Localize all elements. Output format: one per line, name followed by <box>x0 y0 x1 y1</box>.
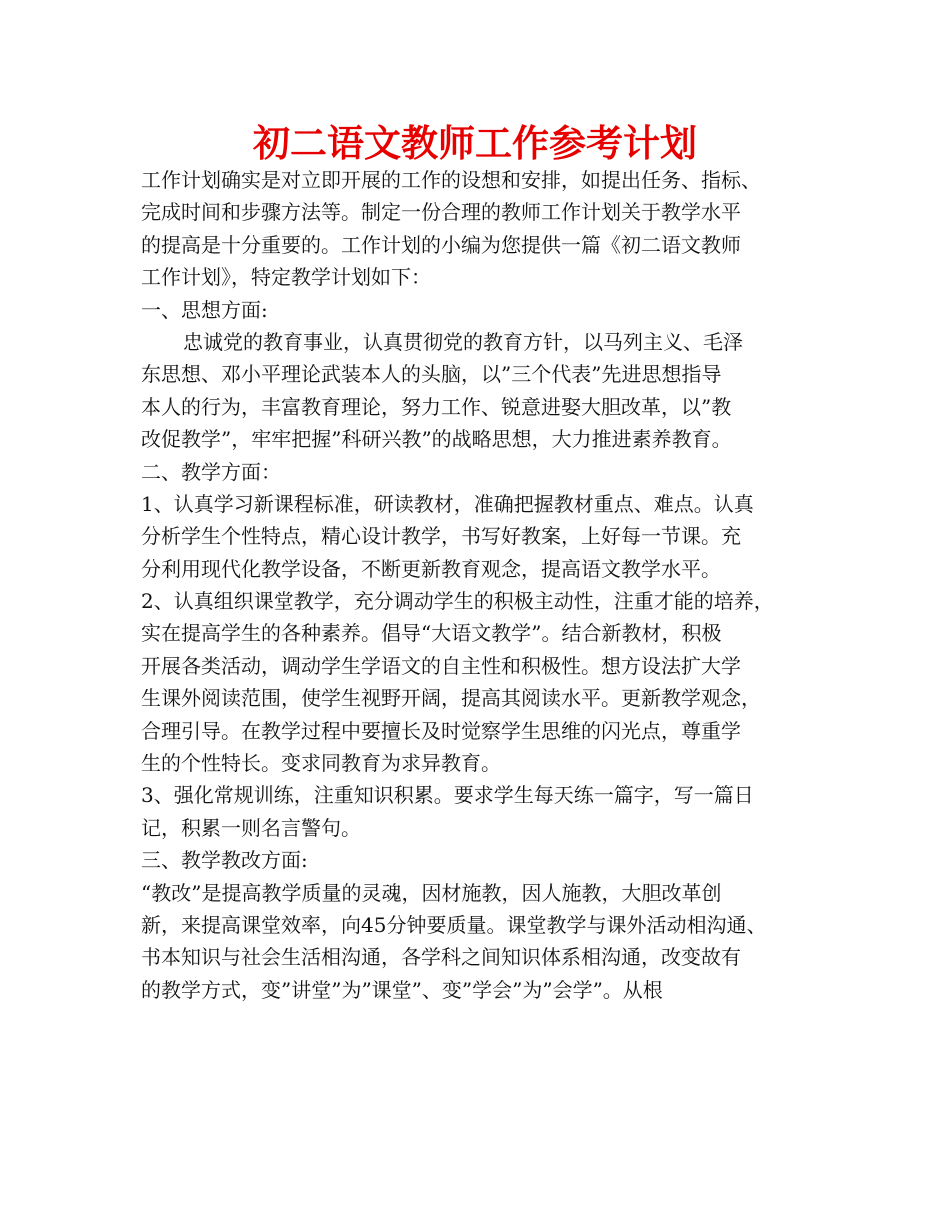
paragraph-line: 的提高是十分重要的。工作计划的小编为您提供一篇《初二语文教师 <box>141 232 741 257</box>
paragraph-line: 本人的行为，丰富教育理论，努力工作、锐意进娶大胆改革，以”教 <box>141 394 732 419</box>
paragraph-line: 的教学方式，变”讲堂”为”课堂”、变”学会”为”会学”。从根 <box>141 977 663 1002</box>
paragraph-line: 完成时间和步骤方法等。制定一份合理的教师工作计划关于教学水平 <box>141 200 741 225</box>
paragraph-line: 记，积累一则名言警句。 <box>141 815 361 840</box>
paragraph-line: 忠诚党的教育事业，认真贯彻党的教育方针，以马列主义、毛泽 <box>183 329 743 354</box>
paragraph-line: 实在提高学生的各种素养。倡导“大语文教学”。结合新教材，积极 <box>141 621 722 646</box>
paragraph-line: 书本知识与社会生活相沟通，各学科之间知识体系相沟通，改变故有 <box>141 945 741 970</box>
paragraph-line: 生课外阅读范围，使学生视野开阔，提高其阅读水平。更新教学观念， <box>141 686 761 711</box>
document-body <box>141 164 831 1006</box>
section-heading: 三、教学教改方面: <box>141 848 308 873</box>
section-heading: 二、教学方面： <box>141 459 281 484</box>
paragraph-line: 新，来提高课堂效率，向45分钟要质量。课堂教学与课外活动相沟通、 <box>141 912 767 937</box>
paragraph-line: 改促教学”，牢牢把握”科研兴教”的战略思想，大力推进素养教育。 <box>141 427 732 452</box>
paragraph-line: 工作计划确实是对立即开展的工作的设想和安排，如提出任务、指标、 <box>141 168 761 192</box>
paragraph-line: 分析学生个性特点，精心设计教学，书写好教案，上好每一节课。充 <box>141 524 741 549</box>
section-heading: 一、思想方面: <box>141 297 268 322</box>
paragraph-line: 1、认真学习新课程标准，研读教材，准确把握教材重点、难点。认真 <box>141 491 754 516</box>
paragraph-line: “教改”是提高教学质量的灵魂，因材施教，因人施教，大胆改革创 <box>141 880 722 905</box>
paragraph-line: 3、强化常规训练，注重知识积累。要求学生每天练一篇字，写一篇日 <box>141 783 754 808</box>
paragraph-line: 合理引导。在教学过程中要擅长及时觉察学生思维的闪光点，尊重学 <box>141 718 741 743</box>
paragraph-line: 2、认真组织课堂教学，充分调动学生的积极主动性，注重才能的培养， <box>141 589 774 614</box>
paragraph-line: 生的个性特长。变求同教育为求异教育。 <box>141 751 501 776</box>
paragraph-line: 分利用现代化教学设备，不断更新教育观念，提高语文教学水平。 <box>141 556 721 581</box>
paragraph-line: 开展各类活动，调动学生学语文的自主性和积极性。想方设法扩大学 <box>141 653 741 678</box>
paragraph-line: 工作计划》，特定教学计划如下： <box>141 265 431 290</box>
paragraph-line: 东思想、邓小平理论武装本人的头脑，以”三个代表”先进思想指导 <box>141 362 722 387</box>
document-title: 初二语文教师工作参考计划 <box>253 122 697 165</box>
